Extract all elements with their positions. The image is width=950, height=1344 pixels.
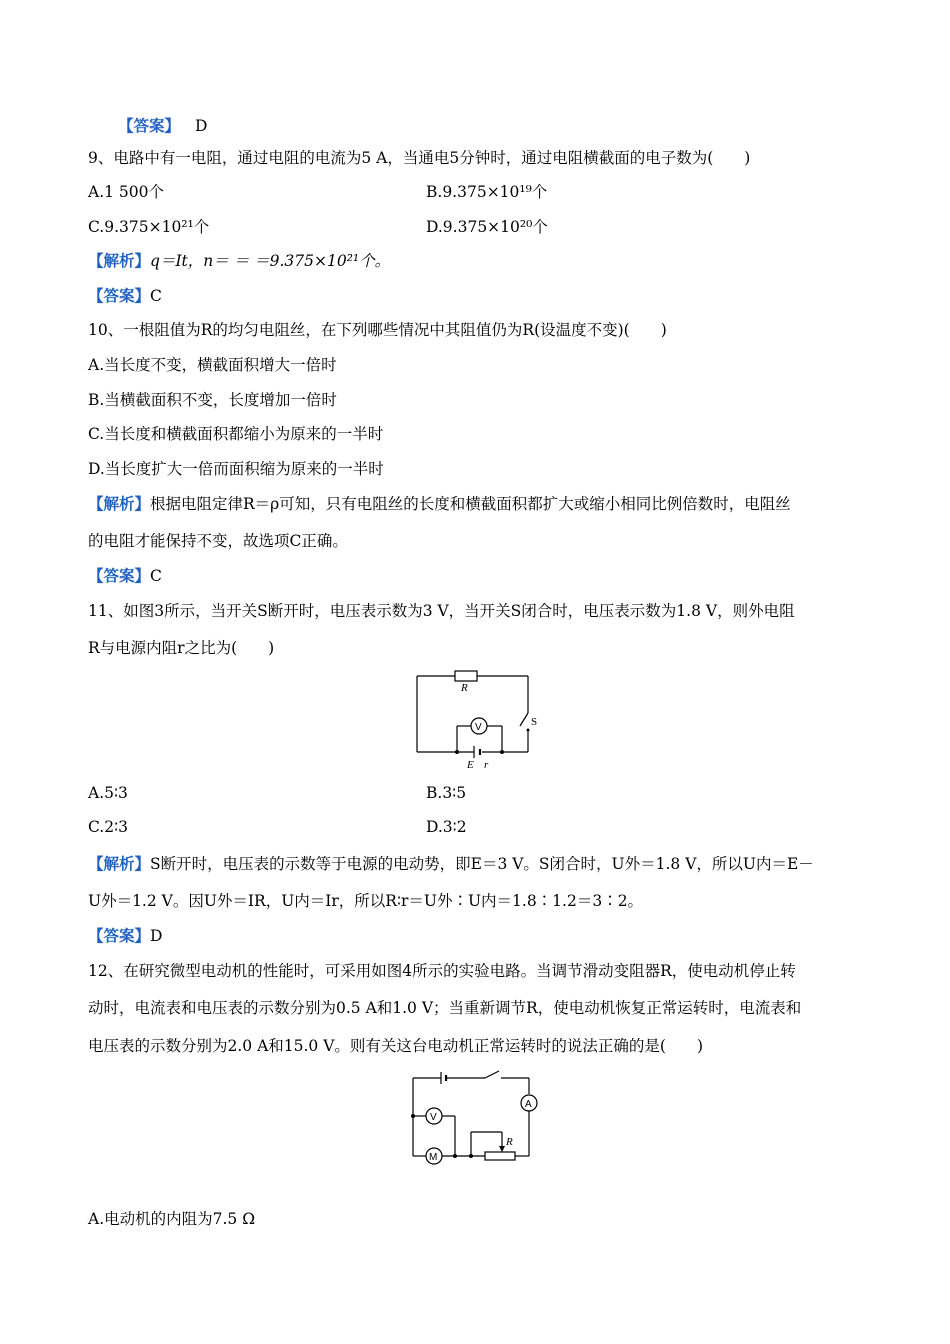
q11-analysis [88, 852, 814, 874]
analysis-tag: 【解析】 [88, 251, 151, 270]
q12-stem-line2: 动时，电流表和电压表的示数分别为0.5 A和1.0 V；当重新调节R，使电动机恢复正常运转时，电流表和 [88, 999, 802, 1017]
q11-analysis-cont: U外＝1.2 V。因U外＝IR，U内＝Ir，所以R∶r＝U外∶U内＝1.8∶1.2＝3∶2。 [88, 892, 644, 910]
q10-option-a: A.当长度不变，横截面积增大一倍时 [88, 356, 337, 374]
prev-answer [118, 114, 207, 136]
answer-tag: 【答案】 [88, 286, 151, 305]
label-R: R [461, 682, 468, 694]
q12-stem-line3: 电压表的示数分别为2.0 A和15.0 V。则有关这台电动机正常运转时的说法正确的是( ) [88, 1037, 703, 1055]
q11-answer [88, 924, 162, 946]
answer-value: D [150, 927, 163, 945]
analysis-text: 根据电阻定律R＝ρ可知，只有电阻丝的长度和横截面积都扩大或缩小相同比例倍数时，电阻丝 [150, 495, 791, 513]
q9-option-b: B.9.375×10¹⁹个 [426, 183, 548, 201]
answer-value: C [150, 287, 162, 305]
answer-tag: 【答案】 [88, 566, 151, 585]
answer-value: C [150, 567, 162, 585]
q9-option-c: C.9.375×10²¹个 [88, 218, 210, 236]
q11-stem-line1: 11、如图3所示，当开关S断开时，电压表示数为3 V，当开关S闭合时，电压表示数为1.8 V，则外电阻 [88, 602, 795, 620]
q9-option-d: D.9.375×10²⁰个 [426, 218, 548, 236]
q10-option-d: D.当长度扩大一倍而面积缩为原来的一半时 [88, 460, 384, 478]
q10-option-c: C.当长度和横截面积都缩小为原来的一半时 [88, 425, 384, 443]
q12-stem-line1: 12、在研究微型电动机的性能时，可采用如图4所示的实验电路。当调节滑动变阻器R，使电动机停止转 [88, 962, 796, 980]
q10-analysis [88, 492, 791, 514]
label-E: E [467, 759, 474, 770]
q9-answer [88, 284, 162, 306]
answer-tag: 【答案】 [88, 926, 151, 945]
q10-analysis-cont: 的电阻才能保持不变，故选项C正确。 [88, 532, 348, 550]
q12-option-a: A.电动机的内阻为7.5 Ω [88, 1210, 256, 1228]
q9-option-a: A.1 500个 [88, 183, 164, 201]
q11-option-a: A.5∶3 [88, 784, 128, 802]
analysis-text: S断开时，电压表的示数等于电源的电动势，即E＝3 V。S闭合时，U外＝1.8 V，所以U内＝E－ [150, 855, 814, 873]
label-V: V [430, 1112, 437, 1123]
analysis-tag: 【解析】 [88, 854, 151, 873]
q11-option-b: B.3∶5 [426, 784, 467, 802]
q10-option-b: B.当横截面积不变，长度增加一倍时 [88, 391, 337, 409]
q10-answer [88, 564, 162, 586]
q11-stem-line2: R与电源内阻r之比为( ) [88, 639, 275, 657]
q11-option-d: D.3∶2 [426, 818, 467, 836]
q11-option-c: C.2∶3 [88, 818, 128, 836]
answer-value: D [194, 117, 208, 135]
q9-stem: 9、电路中有一电阻，通过电阻的电流为5 A，当通电5分钟时，通过电阻横截面的电子数为( ) [88, 149, 751, 167]
label-r: r [484, 759, 489, 770]
label-V: V [475, 722, 482, 733]
label-S: S [531, 716, 538, 728]
circuit-figure-4 [405, 1066, 545, 1168]
label-R: R [506, 1136, 513, 1148]
circuit-figure-3 [410, 668, 550, 770]
q10-stem: 10、一根阻值为R的均匀电阻丝，在下列哪些情况中其阻值仍为R(设温度不变)( ) [88, 321, 667, 339]
answer-tag: 【答案】 [118, 116, 181, 135]
analysis-tag: 【解析】 [88, 494, 151, 513]
analysis-text: q＝It，n＝ ＝ ＝9.375×10²¹个。 [150, 252, 391, 270]
q9-analysis [88, 249, 390, 271]
label-M: M [429, 1152, 438, 1163]
label-A: A [525, 1099, 532, 1110]
